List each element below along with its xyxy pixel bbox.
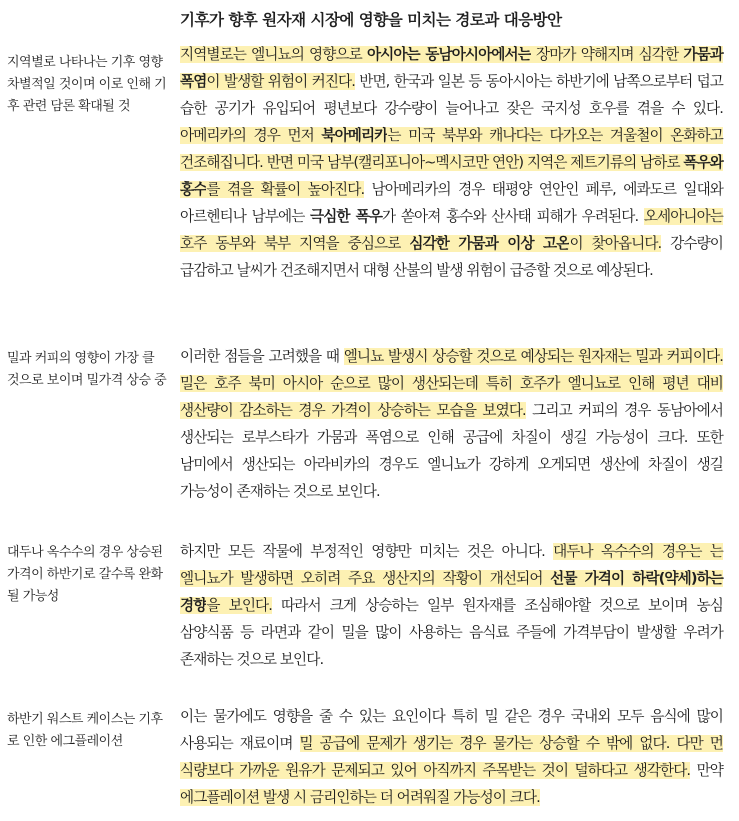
body-text: 강수량이 급감하고 날씨가 건조해지면서 대형 산불의 발생 위험이 급증할 것으로 예상된다.	[180, 235, 723, 279]
highlighted-text: 선물 가격이 하락(약세)하는 경향	[180, 570, 723, 614]
highlighted-text: 엘니뇨 발생시 상승할 것으로 예상되는 원자재는 밀과 커피이다. 밀은 호주 북미 아시아 순으로 많이 생산되는데 특히 호주가 엘니뇨로 인해 평년 대비 생산량이 감소하는 경우 가격이 상승하는 모습을 보였다.	[180, 348, 723, 419]
body-text: 만약	[690, 762, 723, 779]
sidebar-summary-3: 대두나 옥수수의 경우 상승된 가격이 하반기로 갈수록 완화될 가능성	[7, 545, 163, 604]
document-title: 기후가 향후 원자재 시장에 영향을 미치는 경로과 대응방안	[180, 11, 562, 29]
highlighted-text: 이 찾아옵니다.	[569, 235, 662, 252]
highlighted-text: 가뭄과 폭염	[180, 46, 723, 90]
highlighted-text: 반면 미국 남부(캘리포니아~멕시코만 연안) 지역은 제트기류의 남하로	[262, 154, 684, 171]
highlighted-text: 을 보인다.	[206, 597, 272, 614]
sidebar-summary-1: 지역별로 나타나는 기후 영향 차별적일 것이며 이로 인해 기후 관련 담론 확대될 것	[7, 55, 167, 114]
body-text: 반면, 한국과 일본 등 동아시아는 하반기에 남쪽으로부터 덥고 습한 공기가 유입되어 평년보다 강수량이 늘어나고 잦은 국지성 호우를 겪을 수 있다.	[180, 73, 724, 117]
highlighted-text: 밀 공급에 문제가 생기는 경우 물가는 상승할 수 밖에 없다. 다만 먼 식량보다 가까운 원유가 문제되고 있어 아직까지 주목받는 것이 덜하다고 생각한다.	[180, 735, 723, 779]
highlighted-text: 이 발생할 위험이 커진다.	[206, 73, 355, 90]
paragraph-worst-case	[180, 703, 723, 811]
highlighted-text: 장마가 약해지며 심각한	[530, 46, 684, 63]
highlighted-text: 아시아는 동남아시아에서는	[366, 46, 531, 63]
body-text: 극심한 폭우	[310, 208, 383, 225]
body-text: 이는 물가에도 영향을 줄 수 있는 요인이다 특히 밀 같은 경우 국내외 모두 음식에 많이 사용되는 재료이며	[180, 708, 723, 752]
sidebar-summary-4: 하반기 워스트 케이스는 기후로 인한 에그플레이션	[7, 712, 163, 749]
highlighted-text: 북아메리카	[321, 127, 388, 144]
highlighted-text: 에그플레이션 발생 시 금리인하는 더 어려워질 가능성이 크다.	[180, 789, 540, 806]
paragraph-wheat-coffee	[180, 343, 723, 505]
highlighted-text: 오세아니아는 호주 동부와 북부 지역을 중심으로	[180, 208, 723, 252]
highlighted-text: 심각한 가뭄과 이상 고온	[409, 235, 570, 252]
body-text: 남아메리카의 경우 태평양 연안인 페루, 에콰도르 일대와 아르헨티나 남부에는	[180, 181, 723, 225]
highlighted-text: 는 미국 북부와 캐나다는 다가오는 겨울철이 온화하고 건조해집니다.	[180, 127, 723, 171]
highlighted-text: 지역별로는 엘니뇨의 영향으로	[180, 46, 367, 63]
paragraph-climate-regions	[180, 41, 723, 284]
highlighted-text: 대두나 옥수수의 경우는 는 엘니뇨가 발생하면 오히려 주요 생산지의 작황이 개선되어	[180, 543, 723, 587]
sidebar-summary-2: 밀과 커피의 영향이 가장 클 것으로 보이며 밀가격 상승 중	[7, 351, 167, 388]
body-text: 이러한 점들을 고려했을 때	[180, 348, 344, 365]
body-text: 하지만 모든 작물에 부정적인 영향만 미치는 것은 아니다.	[180, 543, 554, 560]
highlighted-text: 폭우와 홍수	[180, 154, 723, 198]
body-text: 따라서 크게 상승하는 일부 원자재를 조심해야할 것으로 보이며 농심 삼양식품 등 라면과 같이 밀을 많이 사용하는 음식료 주들에 가격부담이 발생할 우려가 존재하는 것으로 보인다.	[180, 597, 723, 668]
highlighted-text: 를 겪을 확률이 높아진다.	[206, 181, 365, 198]
body-text: 그리고 커피의 경우 동남아에서 생산되는 로부스타가 가뭄과 폭염으로 인해 공급에 차질이 생길 가능성이 크다. 또한 남미에서 생산되는 아라비카의 경우도 엘니뇨가 강하게 오게되면 생산에 차질이 생길 가능성이 존재하는 것으로 보인다.	[180, 402, 723, 500]
paragraph-soy-corn	[180, 538, 723, 673]
body-text: 가 쏟아져 홍수와 산사태 피해가 우려된다.	[382, 208, 644, 225]
highlighted-text: 아메리카의 경우 먼저	[180, 127, 322, 144]
